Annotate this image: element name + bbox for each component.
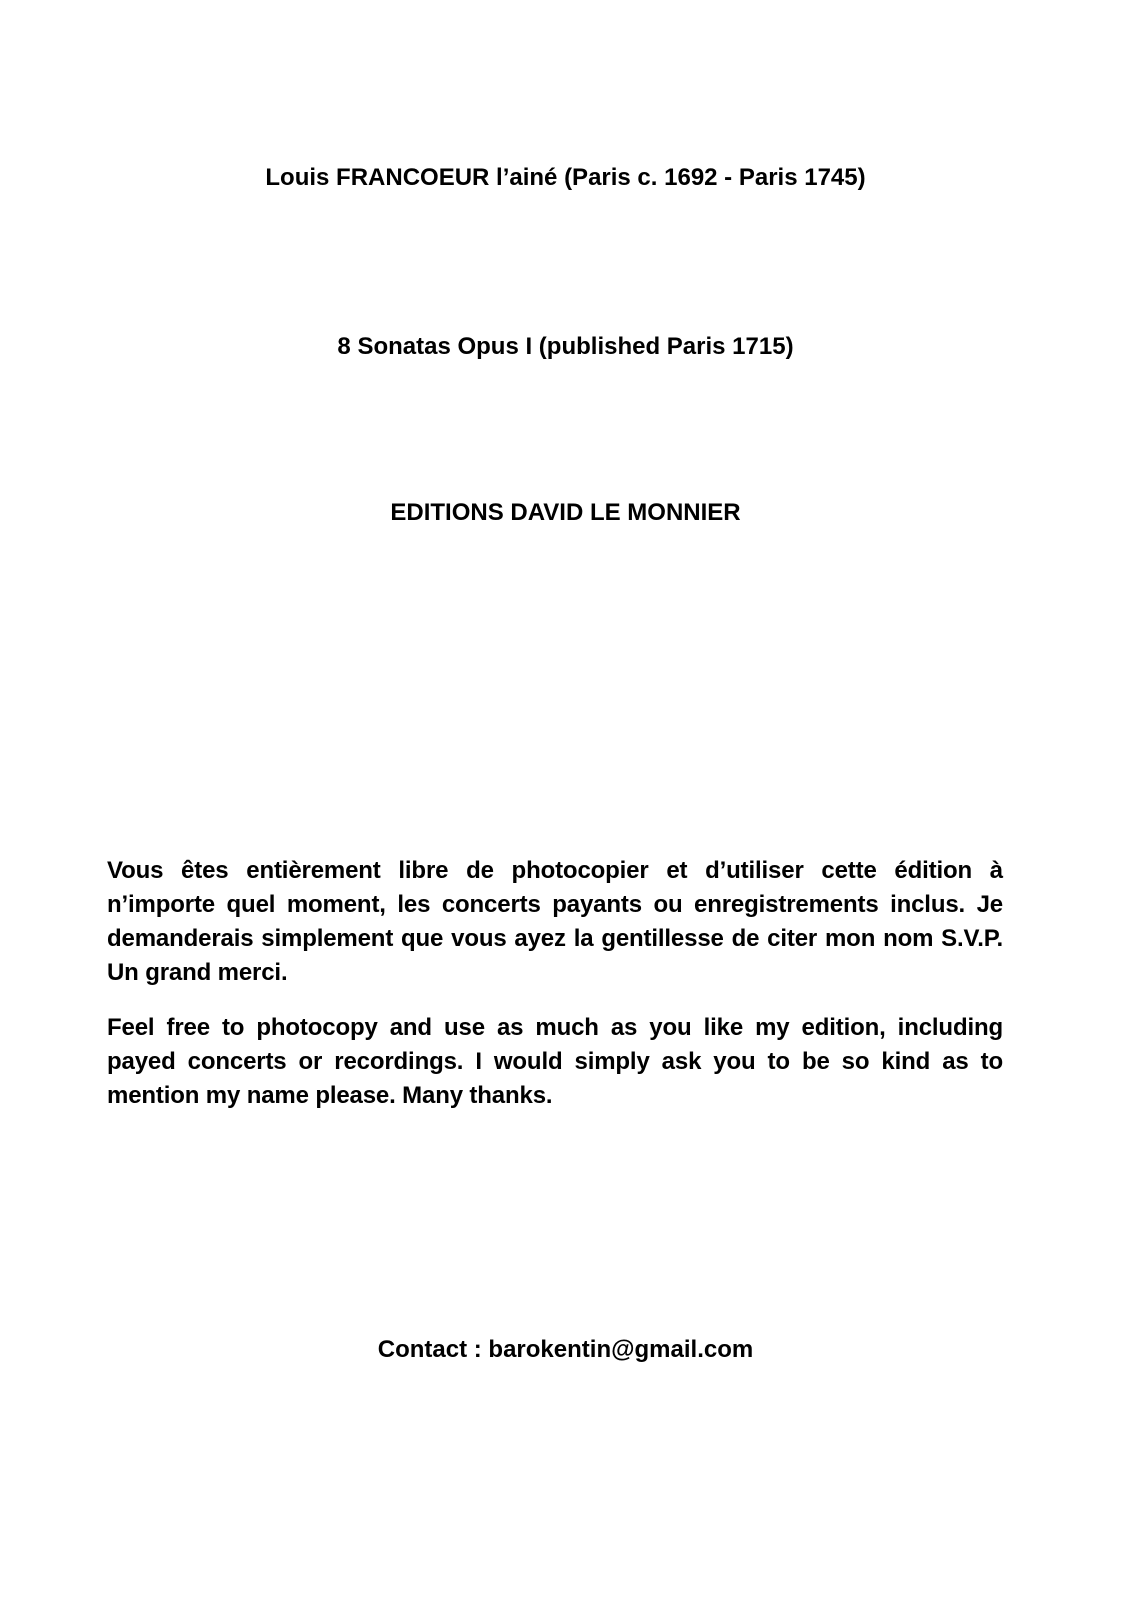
publisher-name: EDITIONS DAVID LE MONNIER [390,499,741,526]
work-title: 8 Sonatas Opus I (published Paris 1715) [337,333,794,360]
copyright-notice-french: Vous êtes entièrement libre de photocopier et d’utiliser cette édition à n’importe quel moment, les concerts payants ou enregistrements inclus. Je demanderais simplement que vous ayez la gentillesse de citer mon nom S.V.P. Un grand merci. [107,857,1003,986]
composer-heading: Louis FRANCOEUR l’ainé (Paris c. 1692 - Paris 1745) [265,164,866,191]
copyright-notice-english: Feel free to photocopy and use as much as you like my edition, including payed concerts or recordings. I would simply ask you to be so kind as to mention my name please. Many thanks. [107,1014,1003,1109]
contact-line: Contact : barokentin@gmail.com [377,1336,754,1363]
